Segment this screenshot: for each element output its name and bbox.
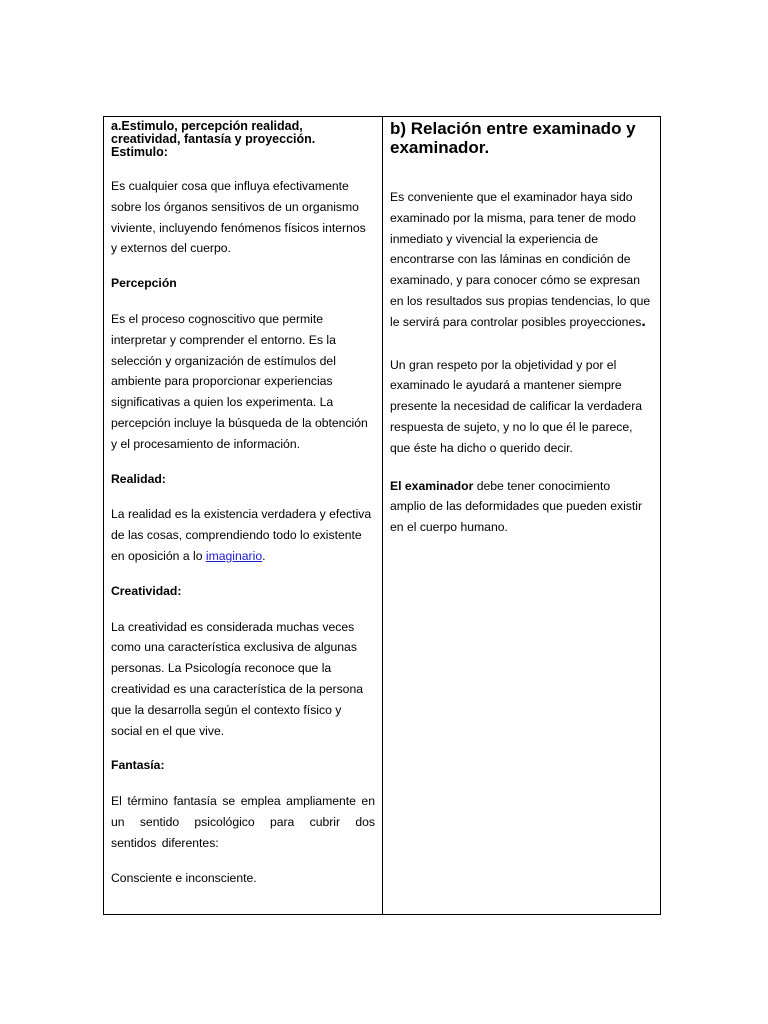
document-table bbox=[103, 116, 661, 915]
fantasia-label: Fantasía: bbox=[111, 758, 165, 773]
left-column-header bbox=[111, 120, 375, 159]
estimulo-text: Es cualquier cosa que influya efectivamente sobre los órganos sensitivos de un organismo viviente, incluyendo fenómenos físicos internos y externos del cuerpo. bbox=[111, 179, 366, 256]
right-column-header: b) Relación entre examinado y examinador. bbox=[390, 119, 636, 157]
right-paragraph-2: Un gran respeto por la objetividad y por el examinado le ayudará a mantener siempre presente la necesidad de calificar la verdadera respuesta de sujeto, y no lo que él le parece, que éste ha dicho o querido decir. bbox=[390, 357, 643, 455]
realidad-end: . bbox=[262, 548, 266, 563]
right-paragraph-3 bbox=[390, 476, 648, 538]
examinador-label: El examinador bbox=[390, 478, 474, 493]
right-column bbox=[383, 117, 662, 914]
realidad-text: La realidad es la existencia verdadera y efectiva de las cosas, comprendiendo todo lo existente en oposición a lo bbox=[111, 507, 372, 563]
right-paragraph-1-text: Es conveniente que el examinador haya sido examinado por la misma, para tener de modo inmediato y vivencial la experiencia de encontrarse con las láminas en condición de examinado, y para conocer cómo se expresan en los resultados sus propias tendencias, lo que le servirá para controlar posibles proyecciones bbox=[390, 190, 651, 329]
percepcion-text: Es el proceso cognoscitivo que permite interpretar y comprender el entorno. Es la selección y organización de estímulos del ambiente para proporcionar experiencias significativas a quien los experimenta. La percepción incluye la búsqueda de la obtención y el procesamiento de información. bbox=[111, 311, 368, 451]
imaginario-link[interactable]: imaginario bbox=[205, 548, 263, 563]
left-header-line-3: Estimulo: bbox=[111, 145, 168, 159]
fantasia-text: El término fantasía se emplea ampliamente en un sentido psicológico para cubrir dos sentidos diferentes: bbox=[111, 794, 375, 850]
left-column bbox=[104, 117, 383, 914]
left-header-line-2: creatividad, fantasía y proyección. bbox=[111, 132, 316, 146]
left-header-line-1: a.Estimulo, percepción realidad, bbox=[111, 119, 303, 133]
realidad-label: Realidad: bbox=[111, 471, 166, 486]
creatividad-text: La creatividad es considerada muchas veces como una característica exclusiva de algunas personas. La Psicología reconoce que la creatividad es una característica de la persona que la desarrolla según el contexto físico y social en el que vive. bbox=[111, 619, 364, 738]
creatividad-label: Creatividad: bbox=[111, 583, 182, 598]
percepcion-label: Percepción bbox=[111, 276, 177, 291]
fantasia-text-2: Consciente e inconsciente. bbox=[111, 870, 257, 885]
right-paragraph-3-text: debe tener conocimiento amplio de las deformidades que pueden existir en el cuerpo humano. bbox=[390, 478, 643, 535]
right-paragraph-1 bbox=[390, 187, 654, 333]
right-paragraph-1-end: . bbox=[641, 312, 646, 330]
realidad-paragraph bbox=[111, 504, 373, 566]
